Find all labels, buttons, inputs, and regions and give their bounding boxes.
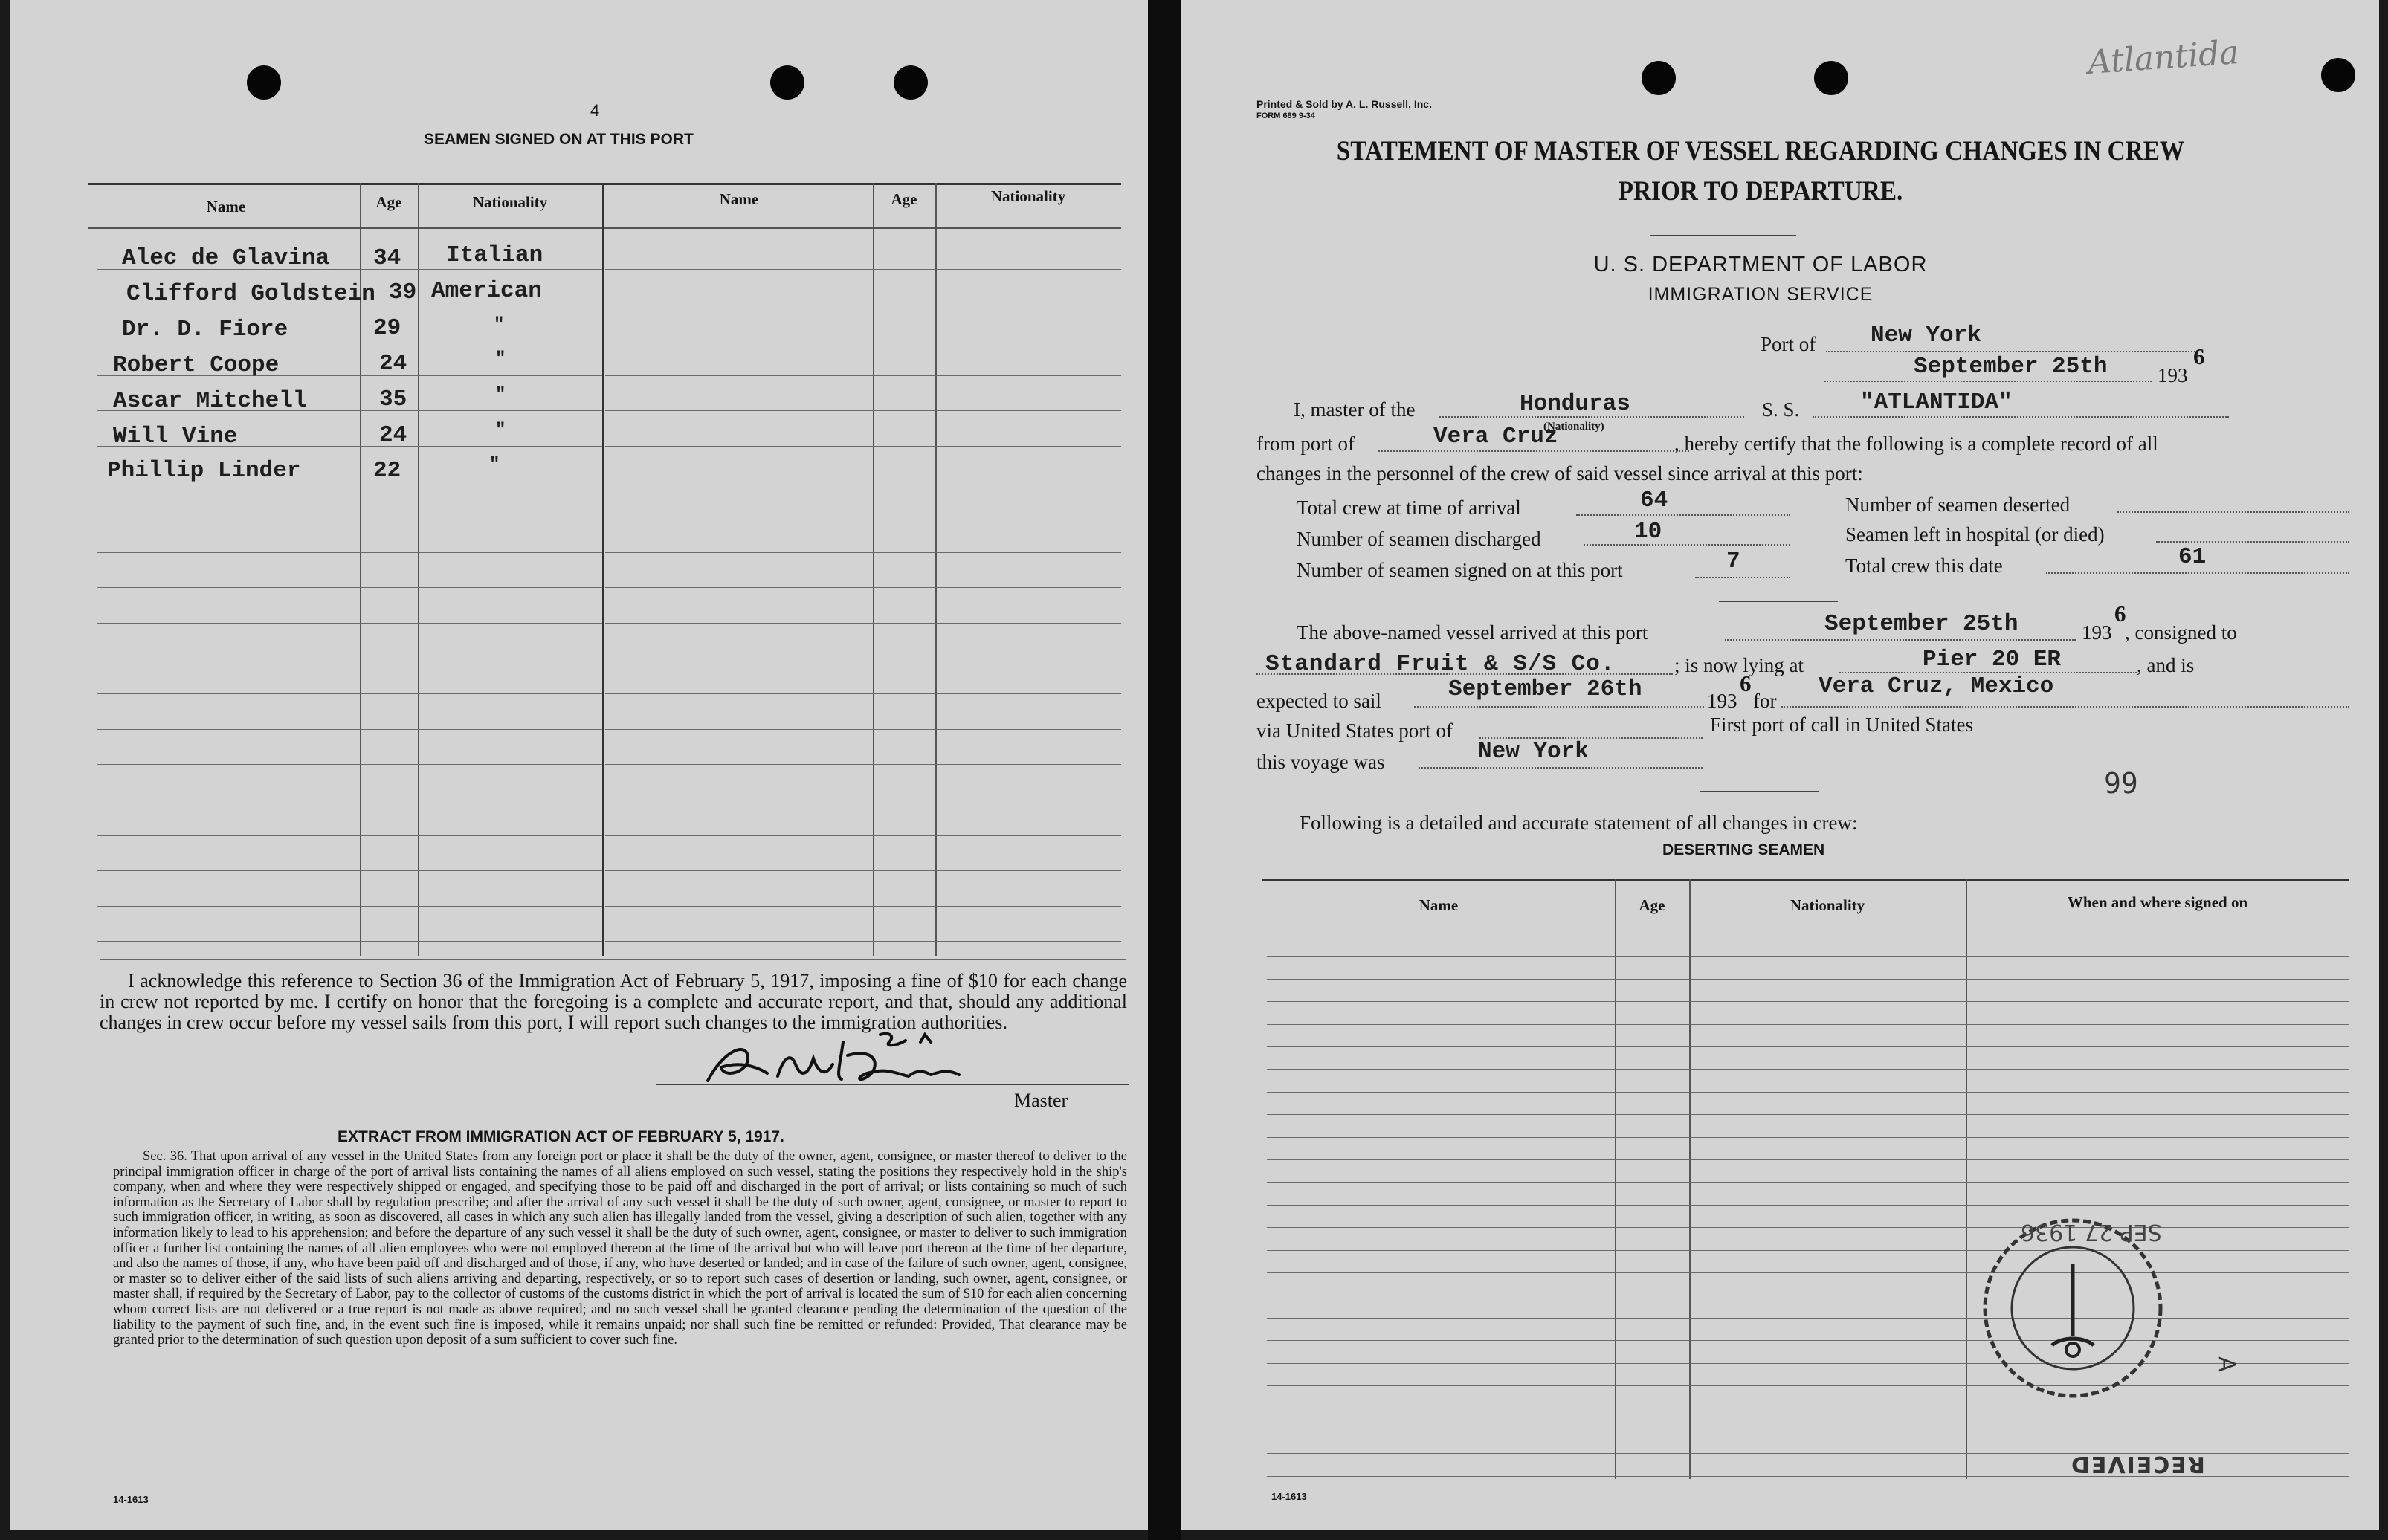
table-rule <box>1689 1205 1966 1206</box>
table-rule <box>1267 1024 1615 1025</box>
table-rule <box>605 446 873 447</box>
total-crew-arrival-value: 64 <box>1640 488 1668 514</box>
sail-year-prefix: 193 <box>1707 690 1737 712</box>
stamp-date: SEP 27 1936 <box>2021 1219 2162 1245</box>
table-rule <box>1689 956 1966 957</box>
table-rule <box>1615 1385 1689 1386</box>
table-rule <box>1267 1137 1615 1138</box>
table-rule <box>935 764 1121 765</box>
hospital-label: Seamen left in hospital (or died) <box>1845 523 2105 546</box>
table-rule <box>1689 979 1966 980</box>
table-rule <box>418 870 602 871</box>
table-rule <box>97 693 360 694</box>
table-rule <box>605 764 873 765</box>
table-rule <box>935 870 1121 871</box>
table-rule <box>873 941 935 942</box>
table-rule <box>97 729 360 730</box>
table-rule <box>605 623 873 624</box>
deserting-title: DESERTING SEAMEN <box>1662 841 1825 858</box>
table-rule <box>1615 1227 1689 1228</box>
table-rule <box>1689 1069 1966 1070</box>
table-rule <box>360 764 418 765</box>
table-rule <box>1966 1069 2349 1070</box>
table-rule <box>1615 979 1689 980</box>
ditto-mark: " <box>495 349 506 369</box>
table-rule <box>360 729 418 730</box>
mark-number: 99 <box>2104 767 2138 800</box>
table-rule <box>1966 956 2349 957</box>
service: IMMIGRATION SERVICE <box>1648 284 1874 305</box>
table-rule <box>873 269 935 270</box>
col-header-name: Name <box>206 198 246 216</box>
signed-on-label: Number of seamen signed on at this port <box>1297 559 1623 581</box>
table-rule <box>1615 1476 1689 1477</box>
table-rule <box>360 906 418 907</box>
ditto-mark: " <box>494 315 505 335</box>
table-rule <box>97 835 360 836</box>
table-rule <box>1615 1046 1689 1047</box>
extract-title: EXTRACT FROM IMMIGRATION ACT OF FEBRUARY 5, 1917. <box>338 1128 784 1145</box>
total-crew-arrival-label: Total crew at time of arrival <box>1297 496 1521 519</box>
table-rule <box>1267 1069 1615 1070</box>
col-header-name: Name <box>1419 896 1459 914</box>
printer-line: Printed & Sold by A. L. Russell, Inc. <box>1256 98 1432 110</box>
table-rule <box>1267 1250 1615 1251</box>
table-rule <box>418 835 602 836</box>
seaman-name: Robert Coope <box>113 352 280 378</box>
seaman-name: Alec de Glavina <box>122 245 330 271</box>
sail-date: September 26th <box>1448 676 1642 702</box>
table-rule <box>605 870 873 871</box>
table-rule <box>418 764 602 765</box>
table-rule <box>97 870 360 871</box>
and-is-label: , and is <box>2137 654 2195 676</box>
seaman-age: 22 <box>373 458 401 484</box>
ditto-mark: " <box>489 455 500 475</box>
col-header-age: Age <box>1639 896 1665 914</box>
table-rule <box>1615 1363 1689 1364</box>
seaman-name: Dr. D. Fiore <box>122 317 288 343</box>
table-rule <box>1966 1159 2349 1160</box>
table-rule <box>935 552 1121 553</box>
table-rule <box>873 764 935 765</box>
seaman-name: Phillip Linder <box>107 458 301 484</box>
ditto-mark: " <box>495 385 506 405</box>
table-rule <box>1267 1046 1615 1047</box>
table-rule <box>1689 1476 1966 1477</box>
table-rule <box>873 835 935 836</box>
following-text: Following is a detailed and accurate statement of all changes in crew: <box>1300 812 1858 834</box>
table-rule <box>1689 1227 1966 1228</box>
table-rule <box>1966 979 2349 980</box>
table-rule <box>935 906 1121 907</box>
from-port-label: from port of <box>1256 433 1355 455</box>
master-label: Master <box>1014 1090 1068 1111</box>
table-rule <box>1615 1069 1689 1070</box>
nationality-caption: (Nationality) <box>1543 421 1604 433</box>
deserted-label: Number of seamen deserted <box>1845 494 2071 516</box>
table-rule <box>1615 1114 1689 1115</box>
punch-hole <box>1814 61 1848 95</box>
punch-hole <box>894 65 928 100</box>
seaman-age: 39 <box>389 279 417 305</box>
table-rule <box>1966 1001 2349 1002</box>
table-rule <box>605 269 873 270</box>
table-rule <box>1267 1092 1615 1093</box>
port-label: Port of <box>1761 333 1816 355</box>
table-rule <box>1615 1250 1689 1251</box>
table-rule <box>1615 1024 1689 1025</box>
seaman-name: Ascar Mitchell <box>113 388 307 414</box>
seaman-age: 24 <box>379 351 407 377</box>
table-rule <box>1689 1318 1966 1319</box>
table-rule <box>1689 1453 1966 1454</box>
table-rule <box>1966 1024 2349 1025</box>
voyage-label: this voyage was <box>1256 751 1385 773</box>
table-rule <box>1966 1046 2349 1047</box>
first-port-value: New York <box>1478 739 1589 765</box>
table-rule <box>873 623 935 624</box>
punch-hole <box>247 65 281 100</box>
table-rule <box>1267 1227 1615 1228</box>
via-label: via United States port of <box>1256 719 1453 742</box>
ss-label: S. S. <box>1762 398 1800 421</box>
table-rule <box>1615 1001 1689 1002</box>
table-rule <box>935 375 1121 376</box>
nationality-value: Honduras <box>1520 391 1630 417</box>
table-rule <box>1267 1363 1615 1364</box>
stamp-letter: A <box>2213 1356 2239 1372</box>
table-rule <box>97 906 360 907</box>
table-rule <box>873 375 935 376</box>
table-rule <box>935 623 1121 624</box>
page-spine <box>1148 0 1181 1540</box>
table-rule <box>1615 1159 1689 1160</box>
pier: Pier 20 ER <box>1923 647 2062 673</box>
table-rule <box>97 552 360 553</box>
table-rule <box>605 552 873 553</box>
table-rule <box>1267 1114 1615 1115</box>
from-port-value: Vera Cruz <box>1433 424 1558 450</box>
table-rule <box>605 906 873 907</box>
seaman-age: 24 <box>379 422 407 448</box>
table-rule <box>1615 1453 1689 1454</box>
department: U. S. DEPARTMENT OF LABOR <box>1593 253 1928 276</box>
table-rule <box>935 941 1121 942</box>
certify-text-2: changes in the personnel of the crew of said vessel since arrival at this port: <box>1256 462 1863 485</box>
extract-text: Sec. 36. That upon arrival of any vessel in the United States from any foreign port or place it shall be the duty of the owner, agent, consignee, or master thereof to deliver to the principal immigration officer in charge of the port of arrival lists containing the names of all aliens employed on such vessel, stating the positions they respectively hold in the ship's company, when and where they were respectively shipped or engaged, and specifying those to be paid off and discharged in the port of arrival; or lists containing so much of such information as the Secretary of Labor shall by regulation prescribe; and after the arrival of any such vessel it shall be the duty of such owner, agent, consignee, or master to report to such immigration officer, in writing, as soon as discovered, all cases in which any such alien has illegally landed from the vessel, giving a description of such alien, together with any information likely to lead to his apprehension; and before the departure of any such vessel it shall be the duty of such owner, agent, consignee, or master to deliver to such immigration officer a further list containing the names of all alien employees who were not employed thereon at the time of the arrival but who will leave port thereon at the time of her departure, and also the names of those, if any, who have been paid off and discharged and of those, if any, who have deserted or landed; and in case of the failure of such owner, agent, consignee, or master so to deliver either of the said lists of such aliens arriving and departing, respectively, or so to report such cases of desertion or landing, such owner, agent, consignee, or master shall, if required by the Secretary of Labor, pay to the collector of customs of the customs district in which the port of arrival is located the sum of $10 for each alien concerning whom correct lists are not delivered or a true report is not made as above required; and no such vessel shall be granted clearance pending the determination of the question of the liability to the payment of such fine, and, in the event such fine is imposed, while it remains unpaid; nor shall such fine be remitted or refunded: Provided, That clearance may be granted prior to the determination of such question upon deposit of a sum sufficient to cover such fine. <box>113 1149 1127 1348</box>
table-rule <box>360 941 418 942</box>
table-rule <box>935 693 1121 694</box>
table-rule <box>1689 1001 1966 1002</box>
punch-hole <box>2321 58 2355 92</box>
discharged-label: Number of seamen discharged <box>1297 528 1541 550</box>
table-rule <box>1615 956 1689 957</box>
table-rule <box>935 587 1121 588</box>
punch-hole <box>1642 61 1676 95</box>
page-number: 4 <box>590 101 600 120</box>
table-rule <box>418 906 602 907</box>
handwritten-note: Atlantida <box>2086 33 2241 82</box>
table-rule <box>1267 1340 1615 1341</box>
table-rule <box>605 693 873 694</box>
table-rule <box>1615 1092 1689 1093</box>
year-prefix: 193 <box>2158 364 2188 386</box>
arrived-year-prefix: 193 <box>2082 621 2112 644</box>
col-header-when-where: When and where signed on <box>2067 893 2248 911</box>
table-rule <box>418 410 602 411</box>
table-rule <box>873 693 935 694</box>
table-rule <box>1689 1137 1966 1138</box>
col-header-nationality: Nationality <box>1790 896 1865 914</box>
date-value: September 25th <box>1914 354 2108 380</box>
table-rule <box>1689 1114 1966 1115</box>
table-rule <box>605 941 873 942</box>
right-page <box>1181 0 2379 1530</box>
table-rule <box>1267 979 1615 980</box>
table-rule <box>418 941 602 942</box>
table-rule <box>1966 1114 2349 1115</box>
destination: Vera Cruz, Mexico <box>1819 673 2054 699</box>
table-rule <box>605 375 873 376</box>
table-rule <box>605 410 873 411</box>
table-rule <box>873 587 935 588</box>
col-header-name-2: Name <box>719 190 759 208</box>
table-rule <box>418 729 602 730</box>
table-rule <box>1966 1092 2349 1093</box>
table-rule <box>1267 1318 1615 1319</box>
table-rule <box>1267 1001 1615 1002</box>
table-rule <box>360 835 418 836</box>
table-rule <box>1689 1159 1966 1160</box>
table-rule <box>1689 1024 1966 1025</box>
certify-text: , hereby certify that the following is a complete record of all <box>1674 433 2158 455</box>
total-crew-date-value: 61 <box>2178 544 2207 570</box>
seaman-name: Clifford Goldstein <box>126 281 375 307</box>
ditto-mark: " <box>495 421 506 441</box>
seaman-nationality: American <box>431 278 542 304</box>
table-rule <box>1966 1137 2349 1138</box>
seaman-nationality: Italian <box>446 242 543 268</box>
first-port-label: First port of call in United States <box>1710 714 1973 736</box>
master-signature <box>694 1020 1007 1094</box>
table-rule <box>418 623 602 624</box>
seaman-age: 34 <box>373 245 401 271</box>
table-rule <box>1267 1205 1615 1206</box>
table-rule <box>1615 1205 1689 1206</box>
table-rule <box>1267 1159 1615 1160</box>
punch-hole <box>770 65 804 100</box>
form-code: 14-1613 <box>113 1494 149 1505</box>
table-rule <box>935 835 1121 836</box>
table-rule <box>1267 956 1615 957</box>
table-rule <box>1267 1272 1615 1273</box>
table-rule <box>935 410 1121 411</box>
arrived-label: The above-named vessel arrived at this port <box>1297 621 1648 644</box>
table-rule <box>1615 1340 1689 1341</box>
year-digit: 6 <box>2193 343 2205 369</box>
table-rule <box>97 587 360 588</box>
master-of-label: I, master of the <box>1294 398 1416 421</box>
discharged-value: 10 <box>1634 519 1662 545</box>
port-value: New York <box>1871 323 1981 349</box>
table-rule <box>1267 1385 1615 1386</box>
total-crew-date-label: Total crew this date <box>1845 554 2003 577</box>
sail-year-digit: 6 <box>1740 670 1752 696</box>
table-rule <box>1615 1272 1689 1273</box>
table-rule <box>1689 1340 1966 1341</box>
table-rule <box>418 375 602 376</box>
table-rule <box>97 764 360 765</box>
table-rule <box>935 729 1121 730</box>
arrived-year-digit: 6 <box>2114 601 2126 627</box>
seaman-age: 29 <box>373 315 401 341</box>
seaman-age: 35 <box>379 386 407 412</box>
seaman-name: Will Vine <box>113 424 238 450</box>
stamp-received: RECEIVED <box>2070 1451 2205 1477</box>
form-title-line1: STATEMENT OF MASTER OF VESSEL REGARDING CHANGES IN CREW <box>1336 136 2185 166</box>
col-header-nationality: Nationality <box>472 193 548 211</box>
table-rule <box>97 623 360 624</box>
table-rule <box>418 446 602 447</box>
col-header-age: Age <box>375 193 402 211</box>
table-rule <box>1689 1385 1966 1386</box>
table-rule <box>1267 1453 1615 1454</box>
table-rule <box>873 729 935 730</box>
table-rule <box>1615 1318 1689 1319</box>
col-header-age-2: Age <box>891 190 917 208</box>
col-header-nationality-2: Nationality <box>990 187 1066 205</box>
table-rule <box>360 693 418 694</box>
table-rule <box>360 587 418 588</box>
table-rule <box>935 446 1121 447</box>
form-title-line2: PRIOR TO DEPARTURE. <box>1618 176 1903 207</box>
table-rule <box>360 870 418 871</box>
table-rule <box>605 587 873 588</box>
consignee: Standard Fruit & S/S Co. <box>1265 651 1616 677</box>
table-rule <box>1267 1476 1615 1477</box>
left-page <box>10 0 1148 1530</box>
table-rule <box>605 835 873 836</box>
expected-label: expected to sail <box>1256 690 1381 712</box>
table-rule <box>873 410 935 411</box>
table-rule <box>1689 1272 1966 1273</box>
table-rule <box>1689 1250 1966 1251</box>
table-rule <box>418 552 602 553</box>
lying-label: ; is now lying at <box>1674 654 1804 676</box>
table-rule <box>935 269 1121 270</box>
table-rule <box>1689 1046 1966 1047</box>
consigned-label: , consigned to <box>2125 621 2237 644</box>
table-rule <box>873 870 935 871</box>
table-rule <box>1689 1092 1966 1093</box>
table-rule <box>418 693 602 694</box>
table-rule <box>97 941 360 942</box>
table-rule <box>1615 1137 1689 1138</box>
vessel-name: "ATLANTIDA" <box>1860 389 2013 415</box>
table-rule <box>360 552 418 553</box>
section-title: SEAMEN SIGNED ON AT THIS PORT <box>424 131 694 148</box>
for-label: for <box>1753 690 1777 712</box>
form-number: FORM 689 9-34 <box>1256 111 1315 120</box>
form-code: 14-1613 <box>1271 1491 1307 1502</box>
acknowledgement-text: I acknowledge this reference to Section 36 of the Immigration Act of February 5, 1917, imposing a fine of $10 for each change in crew not reported by me. I certify on honor that the foregoing is a complete and accurate report, and that, should any additional changes in crew occur before my vessel sails from this port, I will report such changes to the immigration authorities. <box>100 970 1127 1033</box>
table-rule <box>873 446 935 447</box>
table-rule <box>605 729 873 730</box>
table-rule <box>360 623 418 624</box>
arrived-date: September 25th <box>1824 611 2018 637</box>
signed-on-value: 7 <box>1726 549 1740 575</box>
table-rule <box>873 906 935 907</box>
table-rule <box>418 269 602 270</box>
table-rule <box>1689 1363 1966 1364</box>
table-rule <box>873 552 935 553</box>
table-rule <box>418 587 602 588</box>
